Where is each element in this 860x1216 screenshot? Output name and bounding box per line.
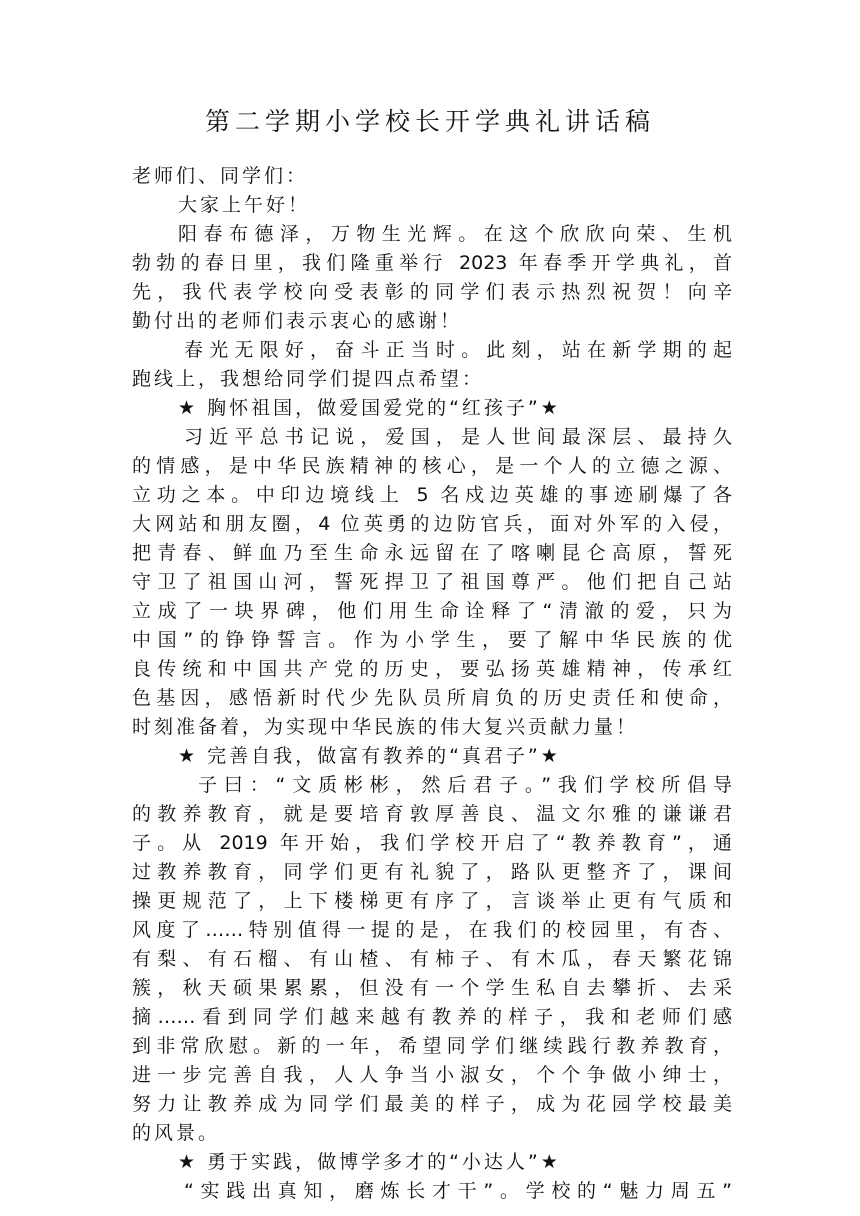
paragraph-line: 中国”的铮铮誓言。作为小学生，要了解中华民族的优 bbox=[132, 629, 732, 651]
paragraph-line: 努力让教养成为同学们最美的样子，成为花园学校最美 bbox=[132, 1093, 732, 1115]
paragraph-line: 大网站和朋友圈，4 位英勇的边防官兵，面对外军的入侵， bbox=[132, 513, 732, 535]
paragraph-line: 操更规范了，上下楼梯更有序了，言谈举止更有气质和 bbox=[132, 890, 732, 912]
section-heading: ★ 勇于实践，做博学多才的“小达人”★ bbox=[178, 1151, 561, 1173]
section-heading: ★ 完善自我，做富有教养的“真君子”★ bbox=[178, 745, 561, 767]
paragraph-line: 的情感，是中华民族精神的核心，是一个人的立德之源、 bbox=[132, 455, 732, 477]
paragraph-line: 到非常欣慰。新的一年，希望同学们继续践行教养教育， bbox=[132, 1035, 732, 1057]
paragraph-line: 簇，秋天硕果累累，但没有一个学生私自去攀折、去采 bbox=[132, 977, 732, 999]
paragraph-line: 守卫了祖国山河，誓死捍卫了祖国尊严。他们把自己站 bbox=[132, 571, 732, 593]
paragraph-line: 时刻准备着，为实现中华民族的伟大复兴贡献力量！ bbox=[132, 716, 639, 738]
paragraph-line: 阳春布德泽，万物生光辉。在这个欣欣向荣、生机 bbox=[178, 223, 732, 245]
paragraph-line: 过教养教育，同学们更有礼貌了，路队更整齐了，课间 bbox=[132, 861, 732, 883]
paragraph-line: 色基因，感悟新时代少先队员所肩负的历史责任和使命， bbox=[132, 687, 732, 709]
paragraph-line: 跑线上，我想给同学们提四点希望： bbox=[132, 368, 485, 390]
greeting: 大家上午好！ bbox=[178, 194, 311, 216]
paragraph-line: 进一步完善自我，人人争当小淑女，个个争做小绅士， bbox=[132, 1064, 732, 1086]
paragraph-line: 立功之本。中印边境线上 5 名戍边英雄的事迹刷爆了各 bbox=[132, 484, 732, 506]
paragraph-line: 立成了一块界碑，他们用生命诠释了“清澈的爱，只为 bbox=[132, 600, 732, 622]
paragraph-line: 勃勃的春日里，我们隆重举行 2023 年春季开学典礼，首 bbox=[132, 252, 732, 274]
paragraph-line: 良传统和中国共产党的历史，要弘扬英雄精神，传承红 bbox=[132, 658, 732, 680]
paragraph-line: 勤付出的老师们表示衷心的感谢！ bbox=[132, 310, 463, 332]
page-title: 第二学期小学校长开学典礼讲话稿 bbox=[204, 107, 655, 136]
salutation: 老师们、同学们： bbox=[132, 165, 309, 187]
paragraph-line: 摘……看到同学们越来越有教养的样子，我和老师们感 bbox=[132, 1006, 732, 1028]
paragraph-line: 有梨、有石榴、有山楂、有柿子、有木瓜，春天繁花锦 bbox=[132, 948, 732, 970]
paragraph-line: 把青春、鲜血乃至生命永远留在了喀喇昆仑高原，誓死 bbox=[132, 542, 732, 564]
speech-body bbox=[132, 162, 732, 1206]
paragraph-line: 风度了……特别值得一提的是，在我们的校园里，有杏、 bbox=[132, 919, 732, 941]
paragraph-line: 的风景。 bbox=[132, 1122, 221, 1144]
paragraph-line: 先，我代表学校向受表彰的同学们表示热烈祝贺！向辛 bbox=[132, 281, 732, 303]
paragraph-line: 习近平总书记说，爱国，是人世间最深层、最持久 bbox=[184, 426, 732, 448]
section-heading: ★ 胸怀祖国，做爱国爱党的“红孩子”★ bbox=[178, 397, 561, 419]
paragraph-line: 子。从 2019 年开始，我们学校开启了“教养教育”，通 bbox=[132, 832, 732, 854]
paragraph-line: “实践出真知，磨炼长才干”。学校的“魅力周五” bbox=[184, 1180, 732, 1202]
paragraph-line: 的教养教育，就是要培育敦厚善良、温文尔雅的谦谦君 bbox=[132, 803, 732, 825]
paragraph-line: 子曰：“文质彬彬，然后君子。”我们学校所倡导 bbox=[198, 774, 732, 796]
paragraph-line: 春光无限好，奋斗正当时。此刻，站在新学期的起 bbox=[184, 339, 732, 361]
